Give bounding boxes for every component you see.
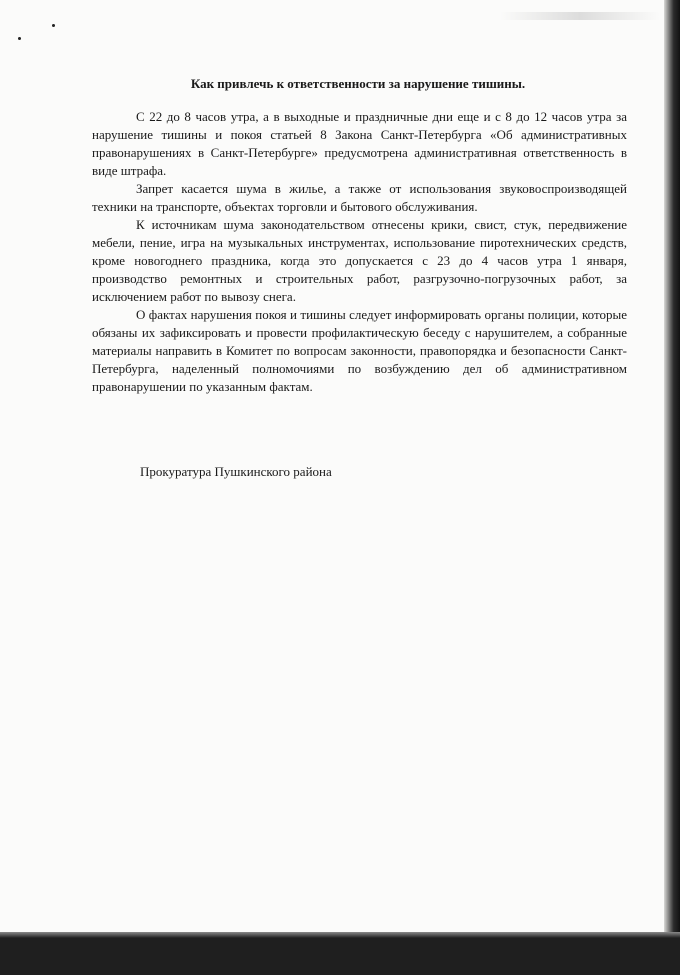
scan-speck [52, 24, 55, 27]
document-body [92, 108, 627, 396]
paragraph-3: К источникам шума законодательством отнесены крики, свист, стук, передвижение мебели, пение, игра на музыкальных инструментах, использование пиротехнических средств, кроме новогоднего праздника, когда это допускается с 23 до 4 часов утра 1 января, производство ремонтных и строительных работ, разгрузочно-погрузочных работ, за исключением работ по вывозу снега. [92, 217, 627, 304]
scan-bottom-border [0, 932, 680, 975]
scan-speck [18, 37, 21, 40]
signature: Прокуратура Пушкинского района [140, 464, 332, 479]
paragraph-1: С 22 до 8 часов утра, а в выходные и праздничные дни еще и с 8 до 12 часов утра за нарушение тишины и покоя статьей 8 Закона Санкт-Петербурга «Об административных правонарушениях в Санкт-Петербурге» предусмотрена административная ответственность в виде штрафа. [92, 109, 627, 178]
scan-edge-shadow [664, 0, 680, 932]
document-title: Как привлечь к ответственности за нарушение тишины. [190, 76, 526, 91]
paragraph-4: О фактах нарушения покоя и тишины следует информировать органы полиции, которые обязаны их зафиксировать и провести профилактическую беседу с нарушителем, а собранные материалы направить в Комитет по вопросам законности, правопорядка и безопасности Санкт-Петербурга, наделенный полномочиями по возбуждению дел об административном правонарушении по указанным фактам. [92, 307, 627, 394]
scan-smudge [500, 12, 660, 20]
paragraph-2: Запрет касается шума в жилье, а также от использования звуковоспроизводящей техники на транспорте, объектах торговли и бытового обслуживания. [92, 181, 627, 214]
